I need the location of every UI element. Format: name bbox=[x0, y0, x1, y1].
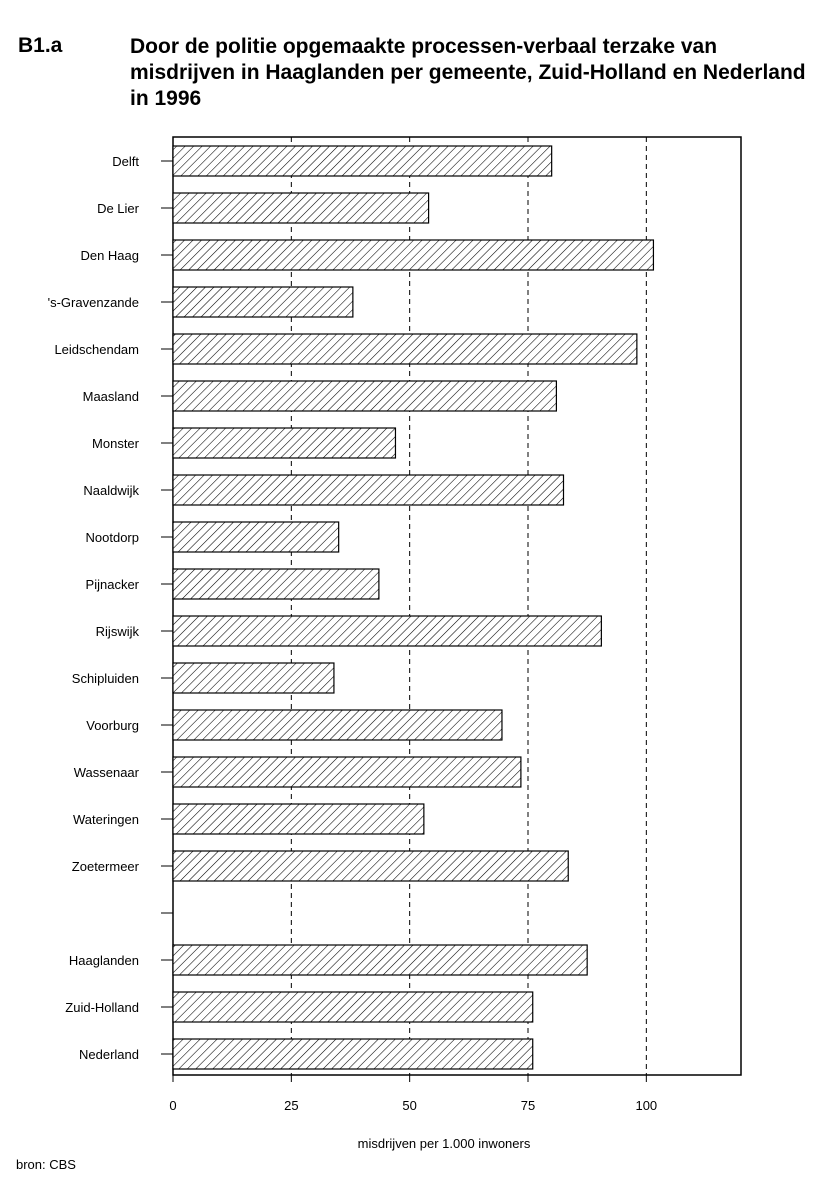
category-label: Den Haag bbox=[80, 248, 139, 263]
chart-title: Door de politie opgemaakte processen-verbaal terzake van misdrijven in Haaglanden per gemeente, Zuid-Holland en Nederland in 1996 bbox=[130, 35, 806, 110]
bar-den-haag bbox=[173, 240, 653, 270]
category-label: Zoetermeer bbox=[71, 859, 139, 874]
grid-lines bbox=[291, 137, 646, 1075]
category-label: 's-Gravenzande bbox=[47, 295, 139, 310]
bar-nederland bbox=[173, 1039, 533, 1069]
bar-de-lier bbox=[173, 193, 429, 223]
category-label: Leidschendam bbox=[54, 342, 139, 357]
bar-wateringen bbox=[173, 804, 424, 834]
bar-monster bbox=[173, 428, 395, 458]
category-labels bbox=[48, 154, 173, 1062]
x-tick-label-0: 0 bbox=[169, 1098, 177, 1113]
bar-wassenaar bbox=[173, 757, 521, 787]
bar-maasland bbox=[173, 381, 556, 411]
category-label: Rijswijk bbox=[95, 624, 139, 639]
category-label: Schipluiden bbox=[71, 671, 139, 686]
bar-schipluiden bbox=[173, 663, 334, 693]
bar-pijnacker bbox=[173, 569, 379, 599]
bar-nootdorp bbox=[173, 522, 339, 552]
bars bbox=[173, 146, 653, 1069]
bar-zoetermeer bbox=[173, 851, 568, 881]
x-axis bbox=[169, 1075, 657, 1113]
figure-number: B1.a bbox=[18, 34, 63, 57]
category-label: Naaldwijk bbox=[83, 483, 139, 498]
x-tick-label-25: 25 bbox=[284, 1098, 299, 1113]
source-note: bron: CBS bbox=[16, 1157, 76, 1172]
category-label: Voorburg bbox=[86, 718, 139, 733]
x-tick-label-75: 75 bbox=[520, 1098, 536, 1113]
x-axis-label: misdrijven per 1.000 inwoners bbox=[357, 1136, 531, 1151]
plot-frame bbox=[173, 137, 741, 1075]
category-label: Wassenaar bbox=[73, 765, 139, 780]
bar-delft bbox=[173, 146, 552, 176]
category-label: Nederland bbox=[79, 1047, 139, 1062]
category-label: Monster bbox=[92, 436, 139, 451]
bar-voorburg bbox=[173, 710, 502, 740]
bar-naaldwijk bbox=[173, 475, 564, 505]
category-label: Haaglanden bbox=[68, 953, 139, 968]
bar-s-gravenzande bbox=[173, 287, 353, 317]
category-label: Nootdorp bbox=[85, 530, 139, 545]
bar-zuid-holland bbox=[173, 992, 533, 1022]
bar-rijswijk bbox=[173, 616, 601, 646]
category-label: Zuid-Holland bbox=[65, 1000, 139, 1015]
category-label: Wateringen bbox=[73, 812, 139, 827]
x-tick-label-100: 100 bbox=[635, 1098, 658, 1113]
x-tick-label-50: 50 bbox=[402, 1098, 417, 1113]
category-label: Maasland bbox=[82, 389, 139, 404]
category-label: De Lier bbox=[97, 201, 139, 216]
category-label: Pijnacker bbox=[85, 577, 139, 592]
bar-leidschendam bbox=[173, 334, 637, 364]
bar-haaglanden bbox=[173, 945, 587, 975]
category-label: Delft bbox=[112, 154, 139, 169]
